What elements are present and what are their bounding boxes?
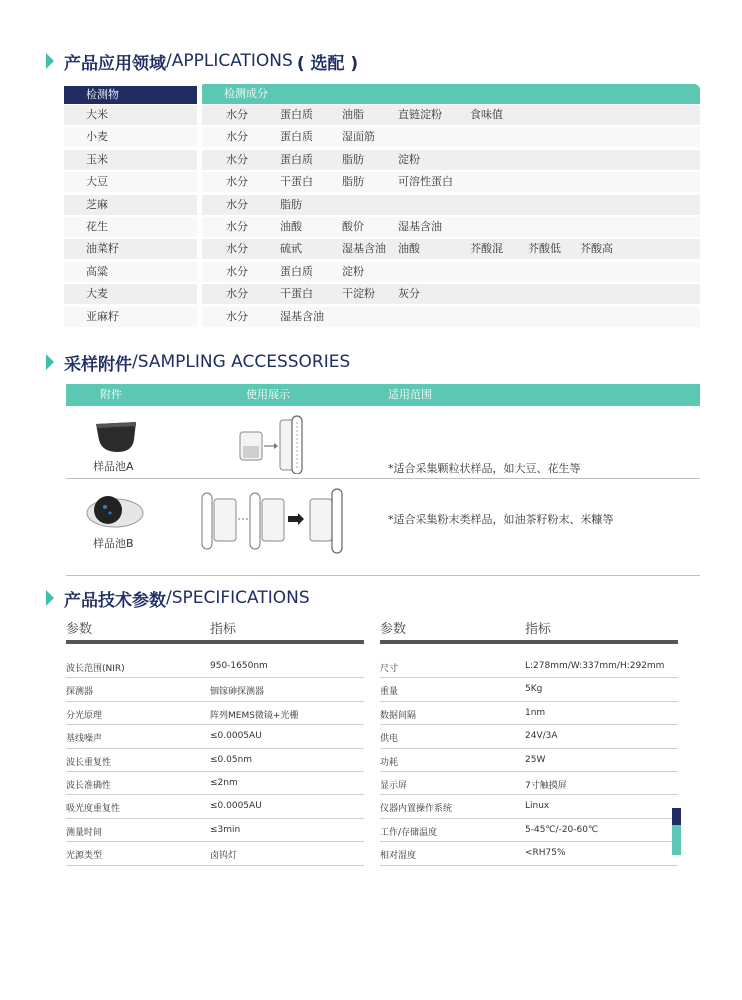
spec-row bbox=[380, 842, 678, 865]
spec-row bbox=[66, 702, 364, 725]
spec-value: 24V/3A bbox=[525, 731, 558, 742]
spec-parameter: 波长准确性 bbox=[66, 780, 112, 791]
application-components bbox=[202, 172, 700, 192]
component-cell: 湿面筋 bbox=[342, 130, 375, 144]
spec-value: 阵列MEMS微镜+光栅 bbox=[210, 710, 299, 721]
application-components bbox=[202, 284, 700, 304]
application-name: 油菜籽 bbox=[64, 239, 197, 259]
application-row bbox=[64, 216, 700, 238]
spec-value: Linux bbox=[525, 801, 550, 812]
accessory-row-a: 样品池A *适合采集颗粒状样品，如大豆、花生等 bbox=[66, 406, 700, 479]
component-cell: 水分 bbox=[226, 309, 248, 323]
spec-parameter: 分光原理 bbox=[66, 710, 103, 721]
component-cell: 水分 bbox=[226, 152, 248, 166]
application-name: 玉米 bbox=[64, 150, 197, 170]
sample-cell-a-icon bbox=[92, 418, 140, 456]
component-cell: 水分 bbox=[226, 108, 248, 121]
component-cell: 水分 bbox=[226, 219, 248, 233]
applications-table-header bbox=[64, 84, 700, 104]
specs-left-header: 参数 指标 bbox=[66, 622, 237, 637]
application-components bbox=[202, 262, 700, 282]
component-cell: 湿基含油 bbox=[342, 242, 386, 256]
spec-value: 5Kg bbox=[525, 684, 543, 695]
application-row bbox=[64, 238, 700, 260]
spec-parameter: 重量 bbox=[380, 687, 399, 698]
component-cell: 蛋白质 bbox=[280, 108, 313, 121]
application-components bbox=[202, 307, 700, 327]
spec-row bbox=[66, 655, 364, 678]
component-cell: 蛋白质 bbox=[280, 152, 313, 166]
spec-parameter: 尺寸 bbox=[380, 664, 399, 674]
spec-value: 1nm bbox=[525, 707, 546, 718]
spec-row bbox=[380, 795, 678, 818]
section-marker-icon bbox=[46, 53, 54, 69]
spec-value: 卤钨灯 bbox=[210, 851, 238, 862]
component-cell: 芥酸高 bbox=[580, 242, 613, 256]
spec-row bbox=[380, 749, 678, 772]
application-row bbox=[64, 194, 700, 216]
spec-row bbox=[66, 795, 364, 818]
sample-cell-b-usage-icon bbox=[198, 485, 350, 555]
page-side-tab-navy bbox=[672, 808, 681, 825]
component-cell: 水分 bbox=[226, 197, 248, 211]
spec-row bbox=[66, 819, 364, 842]
specs-right-header: 参数 指标 bbox=[380, 622, 552, 637]
component-cell: 干蛋白 bbox=[280, 287, 313, 301]
spec-row bbox=[66, 749, 364, 772]
application-components bbox=[202, 195, 700, 215]
application-row bbox=[64, 283, 700, 305]
component-cell: 水分 bbox=[226, 130, 248, 144]
component-cell: 脂肪 bbox=[280, 197, 302, 211]
application-row bbox=[64, 261, 700, 283]
spec-value: ≤0.0005AU bbox=[210, 801, 262, 812]
application-name: 芝麻 bbox=[64, 195, 197, 215]
specs-right-column bbox=[380, 618, 678, 866]
application-components bbox=[202, 239, 700, 259]
component-cell: 湿基含油 bbox=[398, 219, 442, 233]
header-accessory: 附件 bbox=[100, 388, 122, 401]
spec-parameter: 测量时间 bbox=[66, 827, 103, 838]
accessories-table-header bbox=[66, 384, 700, 406]
spec-value: ≤0.05nm bbox=[210, 754, 253, 765]
applications-table bbox=[64, 84, 700, 328]
spec-parameter: 光源类型 bbox=[66, 851, 103, 862]
header-usage: 使用展示 bbox=[246, 388, 290, 401]
component-cell: 淀粉 bbox=[398, 152, 420, 166]
component-cell: 食味值 bbox=[470, 108, 503, 121]
spec-value: 5-45℃/-20-60℃ bbox=[525, 824, 599, 835]
header-detected-object: 检测物 bbox=[64, 86, 197, 104]
sample-cell-b-icon bbox=[84, 491, 146, 529]
page-side-tab-teal bbox=[672, 825, 681, 855]
component-cell: 蛋白质 bbox=[280, 264, 313, 278]
component-cell: 水分 bbox=[226, 242, 248, 256]
spec-value: L:278mm/W:337mm/H:292mm bbox=[525, 661, 665, 671]
spec-value: 7寸触摸屏 bbox=[525, 780, 567, 791]
application-row bbox=[64, 149, 700, 171]
component-cell: 芥酸低 bbox=[528, 242, 561, 256]
spec-row bbox=[380, 702, 678, 725]
component-cell: 干蛋白 bbox=[280, 175, 313, 189]
spec-row bbox=[66, 725, 364, 748]
application-components bbox=[202, 105, 700, 125]
application-row bbox=[64, 171, 700, 193]
spec-parameter: 工作/存储温度 bbox=[380, 827, 438, 838]
specifications-title: 产品技术参数 /SPECIFICATIONS bbox=[46, 586, 310, 610]
application-name: 大麦 bbox=[64, 284, 197, 304]
application-components bbox=[202, 150, 700, 170]
spec-parameter: 吸光度重复性 bbox=[66, 804, 121, 815]
spec-row bbox=[380, 772, 678, 795]
component-cell: 油酸 bbox=[398, 242, 420, 256]
spec-value: ≤0.0005AU bbox=[210, 731, 262, 742]
header-components: 检测成分 bbox=[202, 84, 700, 104]
accessory-b-description: *适合采集粉末类样品，如油茶籽粉末、米糠等 bbox=[388, 513, 614, 526]
applications-title: 产品应用领域 /APPLICATIONS ( 选配 ) bbox=[46, 49, 358, 73]
section-marker-icon bbox=[46, 590, 54, 606]
application-row bbox=[64, 104, 700, 126]
component-cell: 湿基含油 bbox=[280, 309, 324, 323]
component-cell: 淀粉 bbox=[342, 264, 364, 278]
component-cell: 硫甙 bbox=[280, 242, 302, 256]
spec-row bbox=[66, 772, 364, 795]
spec-parameter: 波长重复性 bbox=[66, 757, 112, 768]
specs-left-column bbox=[66, 618, 364, 866]
application-row bbox=[64, 306, 700, 328]
application-name: 亚麻籽 bbox=[64, 307, 197, 327]
spec-row bbox=[66, 678, 364, 701]
spec-parameter: 显示屏 bbox=[380, 780, 408, 791]
accessories-table bbox=[66, 384, 700, 576]
spec-row bbox=[380, 655, 678, 678]
application-name: 大豆 bbox=[64, 172, 197, 192]
accessory-a-description: *适合采集颗粒状样品，如大豆、花生等 bbox=[388, 462, 581, 475]
spec-row bbox=[380, 725, 678, 748]
component-cell: 可溶性蛋白 bbox=[398, 175, 453, 189]
component-cell: 灰分 bbox=[398, 287, 420, 301]
component-cell: 油酸 bbox=[280, 219, 302, 233]
spec-parameter: 探测器 bbox=[66, 687, 94, 698]
sample-cell-a-usage-icon bbox=[234, 412, 324, 474]
spec-value: 25W bbox=[525, 754, 546, 765]
application-name: 小麦 bbox=[64, 127, 197, 147]
component-cell: 水分 bbox=[226, 264, 248, 278]
component-cell: 直链淀粉 bbox=[398, 108, 442, 121]
application-row bbox=[64, 126, 700, 148]
application-components bbox=[202, 217, 700, 237]
spec-parameter: 基线噪声 bbox=[66, 734, 103, 745]
component-cell: 水分 bbox=[226, 175, 248, 189]
spec-value: ≤2nm bbox=[210, 777, 238, 788]
application-name: 大米 bbox=[64, 105, 197, 125]
application-components bbox=[202, 127, 700, 147]
section-marker-icon bbox=[46, 354, 54, 370]
spec-value: <RH75% bbox=[525, 848, 566, 859]
application-name: 花生 bbox=[64, 217, 197, 237]
spec-row bbox=[66, 842, 364, 865]
component-cell: 水分 bbox=[226, 287, 248, 301]
spec-parameter: 相对湿度 bbox=[380, 851, 417, 862]
component-cell: 脂肪 bbox=[342, 152, 364, 166]
spec-parameter: 供电 bbox=[380, 734, 399, 745]
spec-parameter: 仪器内置操作系统 bbox=[380, 804, 453, 815]
spec-row bbox=[380, 819, 678, 842]
spec-value: 950-1650nm bbox=[210, 661, 268, 671]
spec-row bbox=[380, 678, 678, 701]
component-cell: 蛋白质 bbox=[280, 130, 313, 144]
header-scope: 适用范围 bbox=[388, 388, 432, 401]
component-cell: 酸价 bbox=[342, 219, 364, 233]
component-cell: 油脂 bbox=[342, 108, 364, 121]
accessory-row-b: 样品池B *适合采集粉末类样品，如油茶籽粉末、米糠等 bbox=[66, 479, 700, 576]
component-cell: 脂肪 bbox=[342, 175, 364, 189]
spec-parameter: 数据间隔 bbox=[380, 710, 417, 721]
spec-value: 铟镓砷探测器 bbox=[210, 687, 265, 698]
spec-parameter: 波长范围(NIR) bbox=[66, 664, 125, 674]
component-cell: 芥酸混 bbox=[470, 242, 503, 256]
application-name: 高粱 bbox=[64, 262, 197, 282]
spec-parameter: 功耗 bbox=[380, 757, 399, 768]
spec-value: ≤3min bbox=[210, 824, 241, 835]
component-cell: 干淀粉 bbox=[342, 287, 375, 301]
accessories-title: 采样附件 /SAMPLING ACCESSORIES bbox=[46, 350, 350, 374]
